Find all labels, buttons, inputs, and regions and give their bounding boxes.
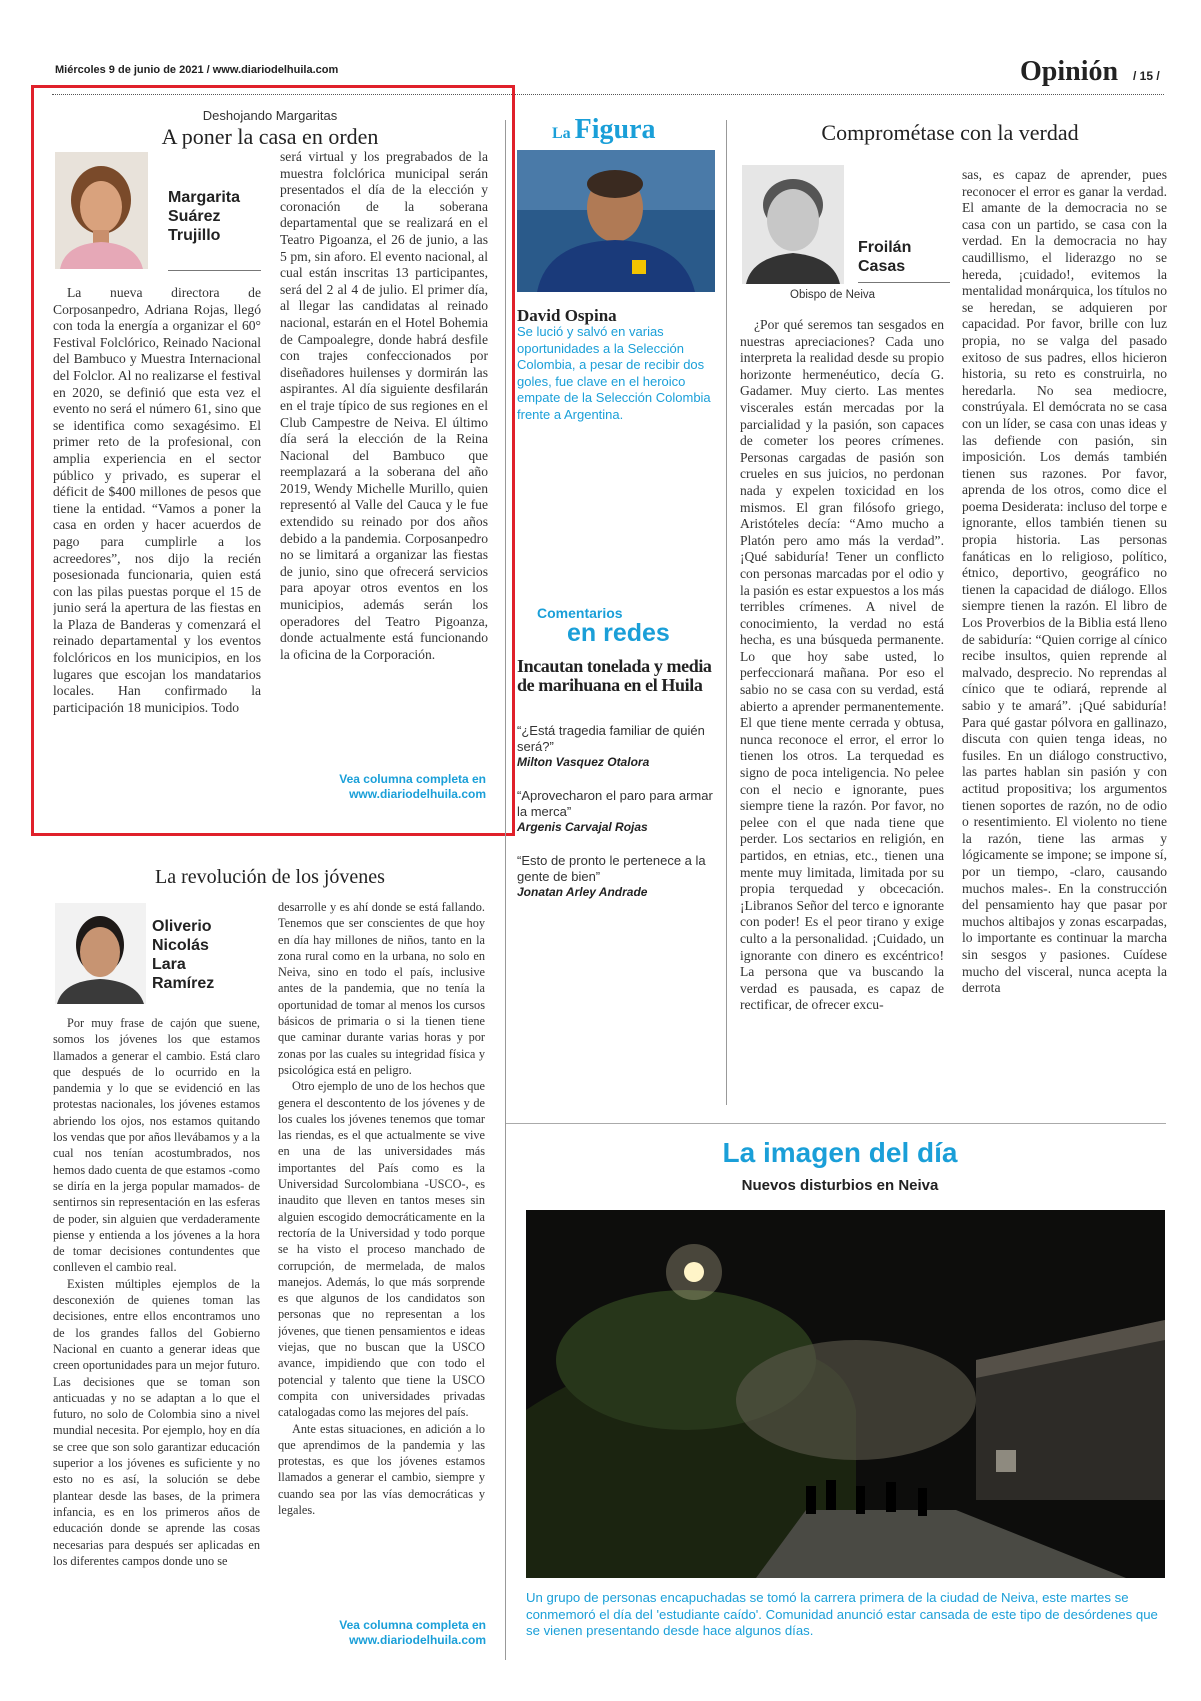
column-divider [726, 120, 727, 1105]
figura-photo [517, 150, 715, 292]
article-title: A poner la casa en orden [161, 124, 379, 149]
figura-name: David Ospina [517, 306, 617, 325]
header-date: Miércoles 9 de junio de 2021 / www.diariodelhuila.com [55, 64, 339, 76]
imagen-title: La imagen del día [722, 1137, 958, 1168]
column-text-right: desarrolle y es ahí donde se está fallando. Tenemos que ser conscientes de que hoy en día hay millones de niños, tanto en la zona rural como en la urbana, no solo en Neiva, sino en todo el país, inclusive antes de la pandemia, que no tenía la oportunidad de tomar al menos los cursos básicos de primaria o si la tienen tiene que caminar durante varias horas y por zonas por las cuales su integridad física y psicológica está en peligro. Otro ejemplo de uno de los hechos que genera el descontento de los jóvenes y de los cuales los jóvenes tenemos que tomar las riendas, es el que actualmente se vive en una de las universidades más importantes del País como es la Universidad Surcolombiana -USCO-, es inaudito que lleven en tantos meses sin alguien escogido democráticamente en la rectoría de la Universidad y todo porque se ha visto el proceso manchado de corrupción, de mermelada, de malos manejos. Además, lo que más sorprende es que algunos de los candidatos son personas que no representan a los jóvenes, que tienen pensamientos e ideas viejas, que no buscan que la USCO avance, impidiendo que con todo el potencial y talento que tiene la USCO compita con universidades privadas catalogadas como las mejores del país. Ante estas situaciones, en adición a lo que aprendimos de la pandemia y las protestas, es que los jóvenes estamos llamados a generar el cambio, siempre y cuando sea por las vías democráticas y legales. [278, 900, 485, 1517]
goalkeeper-photo-icon [517, 150, 715, 292]
column-text-left: ¿Por qué seremos tan sesgados en nuestras apreciaciones? Cada uno interpreta la realidad desde su propio horizonte hermenéutico, decía G. Gadamer. Muy cierto. Las mentes viscerales están mercadas por la parcialidad y la pasión, son capaces de cometer los peores crímenes. Personas cargadas de pasión son crueles en sus juicios, no perdonan nada y expelen toxicidad en los mismos. El gran filósofo griego, Aristóteles decía: “Amo mucho a Platón pero amo más la verdad”. ¡Qué sabiduría! Tener un conflicto con personas marcadas por el odio y la pasión es estar expuestos a los más terribles crímenes. A nivel de conocimiento, la verdad no está hecha, es una búsqueda permanente. Lo que hoy sabe usted, lo perfeccionará mañana. Por eso el sabio no se casa con su verdad, está abierto a aprender permanentemente. El que tiene mente cerrada y obtusa, nunca reconoce el error, el error lo tienen los otros. La terquedad es signo de poca inteligencia. No pelee con el necio e ignorante, pues siempre tiene la razón. Por favor, no pelee con el que nada tiene que perder. Los sectarios en religión, en partidos, en etnias, etc., tienen una mente muy limitada, limitada por su propia terquedad y obcecación. ¡Libranos Señor del terco e ignorante con poder! Es el peor tirano y exige culto a la personalidad. ¡Cuidado, un ignorante con dinero es excéntrico! La persona que va buscando la verdad es pausada, es capaz de rectificar, de ofrecer excu- [740, 317, 944, 1013]
redes-label: Comentarios en redes [537, 605, 670, 647]
figura-label: La Figura [552, 114, 656, 145]
comments-list [517, 723, 717, 899]
author-name: Froilán Casas [858, 239, 912, 275]
imagen-caption: Un grupo de personas encapuchadas se tomó la carrera primera de la ciudad de Neiva, este martes se conmemoró el día del 'estudiante caído'. Comunidad anunció estar cansada de este tipo de desórdenes que se vienen presentando desde hace algunos días. [526, 1590, 1158, 1638]
author-photo [55, 152, 148, 269]
author-photo [742, 165, 844, 284]
site-link[interactable]: www.diariodelhuila.com [212, 64, 339, 76]
article-title: Comprométase con la verdad [821, 120, 1079, 145]
imagen-subtitle: Nuevos disturbios en Neiva [741, 1177, 939, 1194]
date-text: Miércoles 9 de junio de 2021 [55, 64, 204, 76]
author-role: Obispo de Neiva [790, 289, 876, 301]
figura-text: Se lució y salvó en varias oportunidades a la Selección Colombia, a pesar de recibir dos goles, fue clave en el heroico empate de la Selección Colombia frente a Argentina. [517, 324, 711, 422]
section-title: Opinión [1020, 56, 1119, 87]
comment-item: “¿Está tragedia familiar de quién será?” Milton Vasquez Otalora [517, 723, 705, 769]
author-rule [858, 282, 950, 283]
full-column-link[interactable]: Vea columna completa en www.diariodelhuila.com [339, 1618, 486, 1647]
night-street-photo-icon [526, 1210, 1165, 1578]
woman-portrait-icon [55, 152, 148, 269]
article-title: La revolución de los jóvenes [155, 866, 385, 888]
author-rule [168, 270, 261, 271]
man-portrait-icon [55, 903, 146, 1004]
comment-item: “Esto de pronto le pertenece a la gente de bien” Jonatan Arley Andrade [517, 853, 706, 899]
column-text-left: La nueva directora de Corposanpedro, Adriana Rojas, llegó con toda la energía a organizar el 60° Festival Folclórico, Reinado Nacional del Bambuco y Muestra Internacional del Folclor. Al no realizarse el festival en 2020, se definió que esta vez el evento no será el número 61, sino que se identifica como sexagésimo. El primer reto de la profesional, con amplia experiencia en el sector público y privado, es superar el déficit de $400 millones de pesos que tiene la entidad. “Vamos a poner la casa en orden y hacer acuerdos de pago para cumplirle a los acreedores”, nos dijo la recién posesionada funcionaria, quien está con las pilas puestas porque el 15 de junio será la apertura de las fiestas en la Plaza de Banderas y comenzará el reinado departamental y los eventos folclóricos en los municipios, en los lugares que escojan los mandatarios locales. Han confirmado la participación 18 municipios. Todo [53, 285, 261, 715]
page-number: / 15 / [1133, 69, 1160, 83]
kicker: Deshojando Margaritas [202, 108, 338, 123]
author-name: Margarita Suárez Trujillo [168, 189, 241, 244]
author-name: Oliverio Nicolás Lara Ramírez [152, 918, 215, 992]
imagen-photo [526, 1210, 1165, 1578]
column-text-right: sas, es capaz de aprender, pues reconocer el error es ganar la verdad. El amante de la democracia no se casa con un partido, se casa con la verdad. En la democracia no hay caudillismo, el liderazgo no se hereda, ¡cuidado!, evitemos la mentalidad monárquica, los títulos no se heredan, se adquieren por capacidad. Por favor, brille con luz propia, no se valga del pasado exitoso de sus padres, ellos hicieron historia, su reto es construirla, no heredarla. No sea mediocre, constrúyala. El demócrata no se casa con un líder, se casa con unas ideas y las defiende con pasión, sin imposición. Los demás también tienen sus razones. Por favor, aprenda de los otros, como dice el poema Desiderata: incluso del torpe e ignorante, ellos también tienen su propia historia. Las personas fanáticas en lo religioso, político, étnico, deportivo, geográfico no tienen la capacidad de diálogo. Ellos siempre tienen la razón. El libro de Los Proverbios de la Biblia está lleno de sabiduría: “Quien corrige al cínico recibe insultos, quien reprende al malvado, desprecio. No reprendas al cínico que te odiará, reprende al sabio y te amará”. ¡Qué sabiduría! Para qué gastar pólvora en gallinazo, discuta con quien tenga ideas, no fusiles. En un diálogo constructivo, las partes hablan sin pasión y con actitud propositiva; los argumentos tienen soportes de razón, no de odio o resentimiento. El violento no tiene la razón, tiene las armas y lógicamente se impone; se impone sí, por un tiempo, -claro, causando muchos males-. En la construcción del pensamiento hay que pasar por muchos altibajos y zonas escarpadas, lo importante es continuar la marcha sin sesgos y pasiones. Cuídese mucho del visceral, nunca acepta la derrota [962, 167, 1167, 996]
full-column-link[interactable]: Vea columna completa en www.diariodelhuila.com [339, 772, 486, 801]
column-text-left: Por muy frase de cajón que suene, somos los jóvenes los que estamos llamados a generar el cambio. Está claro que después de lo ocurrido en la pandemia y lo que se evidenció en las protestas nacionales, los jóvenes estamos abriendo los ojos, nos estamos quitando los vendas que por años llevábamos y a la cual nos tenían acostumbrados, nos hemos dado cuenta de que estamos -como se diría en la jerga popular mamados- de sentirnos sin representación en las esferas de poder, sin alguien que verdaderamente piense y entienda a los jóvenes a la hora de tomar decisiones contundentes que conlleven el cambio real. Existen múltiples ejemplos de la desconexión de quienes toman las decisiones, entre ellos encontramos uno de los grandes fallos del Gobierno Nacional en cuanto a generar ideas que creen oportunidades para un mejor futuro. Las decisiones que se toman son anticuadas y no se adaptan a lo que el futuro, no solo de Colombia sino a nivel mundial necesita. Por ejemplo, hoy en día se cree que son solo garantizar educación superior a los jóvenes es suficiente y no esto no es así, la solución se debe plantear desde las bases, de la primera infancia, es en los primeros años de educación donde se aprende las cosas necesarias para después ser aplicadas en los diferentes campos donde uno se [53, 1016, 260, 1568]
man-portrait-icon [742, 165, 844, 284]
comment-item: “Aprovecharon el paro para armar la merca” Argenis Carvajal Rojas [517, 788, 713, 834]
column-text-right: será virtual y los pregrabados de la muestra folclórica municipal serán presentados el día de la elección y coronación de la soberana departamental que se realizará en el Teatro Pigoanza, el 26 de junio, a las 5 pm, sin aforo. El evento nacional, al cual están inscritas 13 participantes, será del 2 al 4 de julio. El primer día, al llegar las candidatas al reinado nacional, estarán en el Hotel Bohemia de Campoalegre, donde habrá desfile con trajes confeccionados por diseñadores huilenses y dormirán las aspirantes. Al día siguiente desfilarán en el traje típico de sus regiones en el Club Campestre de Neiva. El último día será la elección de la Reina Nacional del Bambuco que reemplazará a la soberana del año 2019, Wendy Michelle Murillo, quien representó al Valle del Cauca y le fue extendido su reinado por dos años debido a la pandemia. Corposanpedro no se limitará a organizar las fiestas de junio, sino que ofrecerá servicios para apoyar otros eventos en los municipios, además serán los operadores del Teatro Pigoanza, donde actualmente está funcionando la oficina de la Corporación. [280, 149, 488, 662]
section-rule [506, 1123, 1166, 1124]
author-photo [55, 903, 146, 1004]
column-divider [505, 120, 506, 1660]
redes-headline: Incautan tonelada y media de marihuana en el Huila [517, 656, 712, 695]
